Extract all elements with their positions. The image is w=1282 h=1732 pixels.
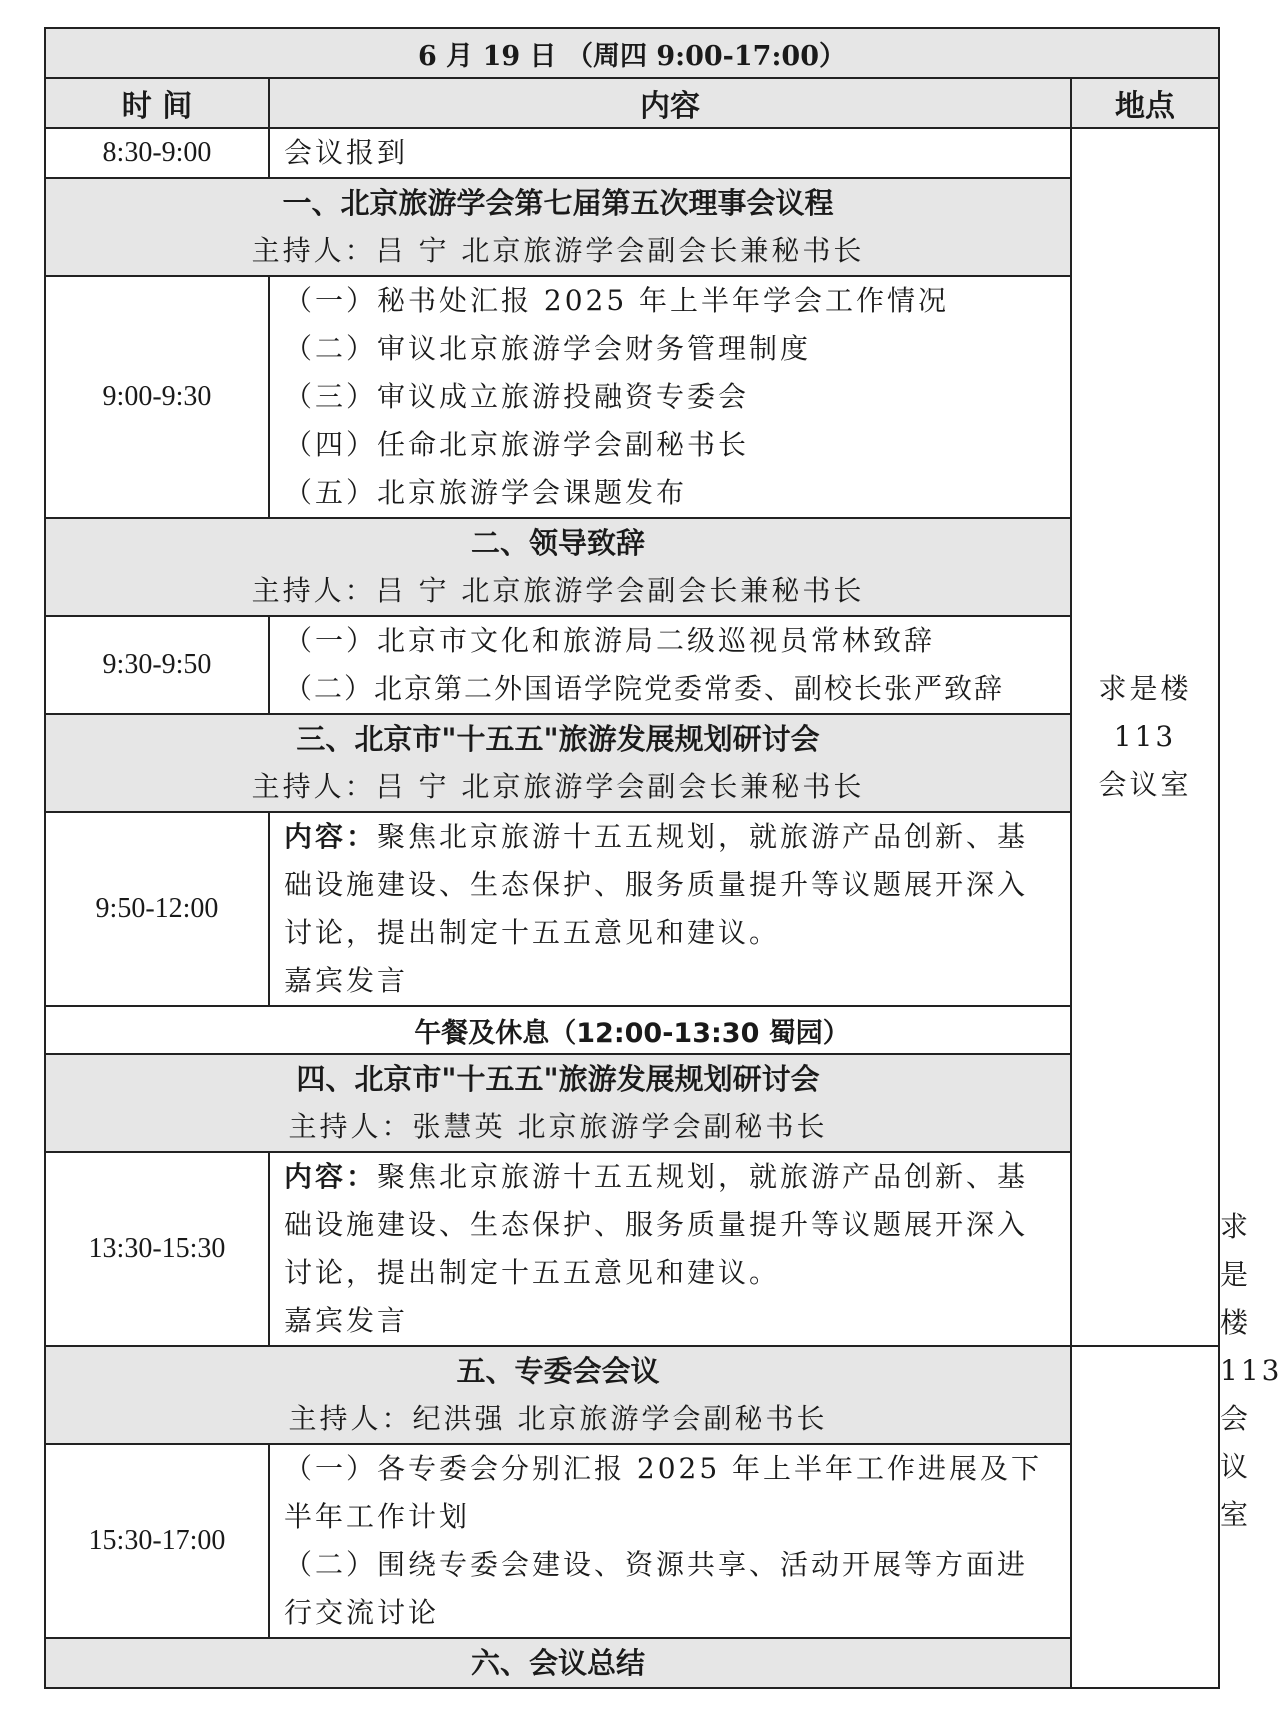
section-header <box>45 1346 1071 1444</box>
column-header-place: 地点 <box>1071 78 1219 128</box>
section-header <box>45 178 1071 276</box>
column-header-content: 内容 <box>269 78 1071 128</box>
list-item: （一）各专委会分别汇报 2025 年上半年工作进展及下半年工作计划 <box>284 1452 1043 1533</box>
guest-speech: 嘉宾发言 <box>284 964 409 997</box>
table-row <box>45 812 1219 1006</box>
time-cell: 9:00-9:30 <box>45 276 269 518</box>
content-cell <box>269 812 1071 1006</box>
agenda-page <box>44 27 1282 1689</box>
list-item: （四）任命北京旅游学会副秘书长 <box>284 428 750 461</box>
content-text: 聚焦北京旅游十五五规划，就旅游产品创新、基础设施建设、生态保护、服务质量提升等议题展开深入讨论，提出制定十五五意见和建议。 <box>284 1160 1029 1289</box>
guest-speech: 嘉宾发言 <box>284 1304 409 1337</box>
venue-room-number: 113 <box>1113 720 1177 753</box>
section-header-row <box>45 1346 1219 1444</box>
section-title: 六、会议总结 <box>470 1646 645 1680</box>
venue-cell-morning <box>1071 128 1219 1346</box>
time-cell: 9:50-12:00 <box>45 812 269 1006</box>
section-header <box>45 714 1071 812</box>
time-cell: 9:30-9:50 <box>45 616 269 714</box>
section-host: 主持人：吕 宁 北京旅游学会副会长兼秘书长 <box>251 770 865 803</box>
time-cell: 15:30-17:00 <box>45 1444 269 1638</box>
section-host: 主持人：张慧英 北京旅游学会副秘书长 <box>288 1110 828 1143</box>
content-paragraph <box>284 813 1058 957</box>
content-paragraph <box>284 1153 1058 1297</box>
time-cell: 13:30-15:30 <box>45 1152 269 1346</box>
content-label: 内容： <box>284 820 378 853</box>
section-title: 四、北京市"十五五"旅游发展规划研讨会 <box>296 1062 820 1096</box>
content-cell <box>269 1152 1071 1346</box>
content-cell <box>269 616 1071 714</box>
column-header-time: 时 间 <box>45 78 269 128</box>
agenda-table <box>44 27 1282 1689</box>
content-label: 内容： <box>284 1160 378 1193</box>
list-item: （一）北京市文化和旅游局二级巡视员常林致辞 <box>284 624 936 657</box>
list-item: （二）北京第二外国语学院党委常委、副校长张严致辞 <box>284 672 1005 705</box>
table-row <box>45 276 1219 518</box>
section-host: 主持人：纪洪强 北京旅游学会副秘书长 <box>288 1402 828 1435</box>
date-header-row <box>45 28 1219 78</box>
section-title: 三、北京市"十五五"旅游发展规划研讨会 <box>296 722 820 756</box>
content-cell <box>269 128 1071 178</box>
section-header-row <box>45 1638 1219 1688</box>
section-header <box>45 1638 1071 1688</box>
list-item: （一）秘书处汇报 2025 年上半年学会工作情况 <box>284 284 950 317</box>
table-row <box>45 128 1219 178</box>
section-header-row <box>45 178 1219 276</box>
venue-room: 会议室 <box>1098 768 1192 801</box>
table-row <box>45 616 1219 714</box>
section-header-row <box>45 518 1219 616</box>
lunch-row <box>45 1006 1219 1054</box>
time-cell: 8:30-9:00 <box>45 128 269 178</box>
table-row <box>45 1444 1219 1638</box>
section-header <box>45 518 1071 616</box>
list-item: （三）审议成立旅游投融资专委会 <box>284 380 750 413</box>
lunch-break: 午餐及休息（12:00-13:30 蜀园） <box>45 1006 1219 1054</box>
venue-building: 求是楼 <box>1098 672 1192 705</box>
date-header: 6 月 19 日 （周四 9:00-17:00） <box>45 28 1219 78</box>
list-item: （二）审议北京旅游学会财务管理制度 <box>284 332 812 365</box>
content-cell <box>269 276 1071 518</box>
section-title: 一、北京旅游学会第七届第五次理事会议程 <box>282 186 834 220</box>
list-item: （二）围绕专委会建设、资源共享、活动开展等方面进行交流讨论 <box>284 1548 1029 1629</box>
section-header-row: 四、北京市"十五五"旅游发展规划研讨会 主持人：张慧英 北京旅游学会副秘书长 求是楼 113 会议室 <box>45 1054 1219 1152</box>
table-row <box>45 1152 1219 1346</box>
content-text: 会议报到 <box>284 136 409 169</box>
section-header <box>45 1054 1071 1152</box>
section-title: 五、专委会会议 <box>456 1354 660 1388</box>
content-text: 聚焦北京旅游十五五规划，就旅游产品创新、基础设施建设、生态保护、服务质量提升等议题展开深入讨论，提出制定十五五意见和建议。 <box>284 820 1029 949</box>
section-host: 主持人：吕 宁 北京旅游学会副会长兼秘书长 <box>251 234 865 267</box>
section-host: 主持人：吕 宁 北京旅游学会副会长兼秘书长 <box>251 574 865 607</box>
content-cell <box>269 1444 1071 1638</box>
column-header-row <box>45 78 1219 128</box>
section-header-row <box>45 714 1219 812</box>
section-title: 二、领导致辞 <box>470 526 645 560</box>
list-item: （五）北京旅游学会课题发布 <box>284 476 688 509</box>
